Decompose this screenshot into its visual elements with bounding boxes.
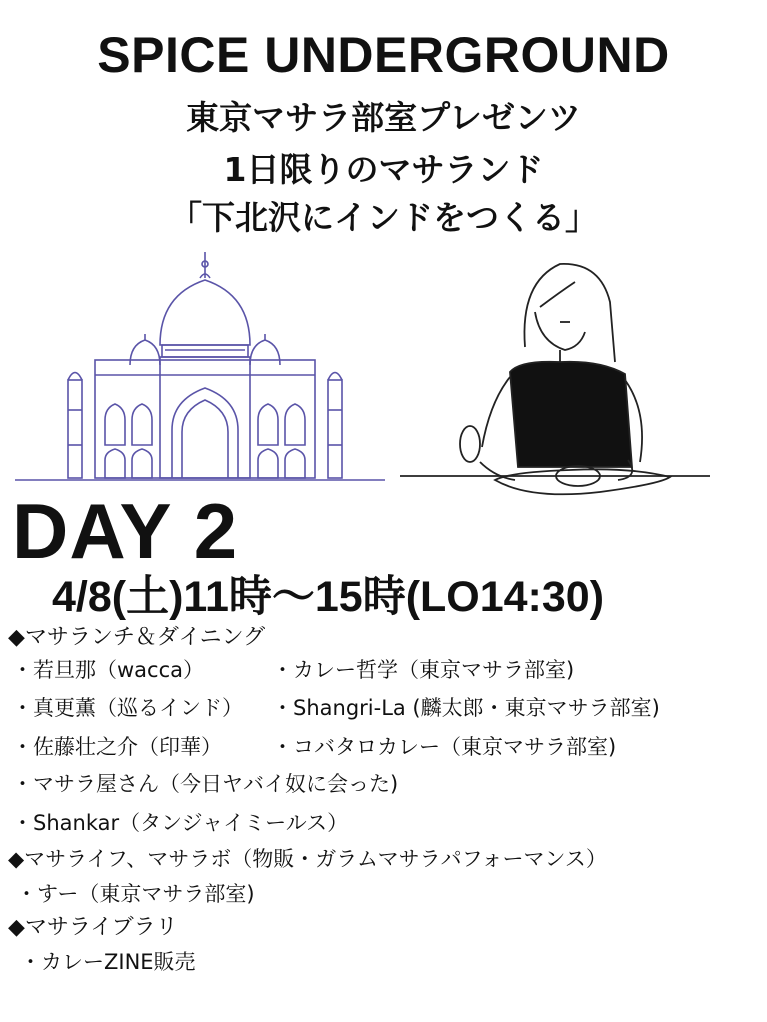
vendor-item: ・すー（東京マサラ部室): [16, 882, 255, 906]
subtitle-line-3: 「下北沢にインドをつくる」: [169, 198, 598, 237]
day-label: DAY 2: [12, 487, 239, 575]
taj-mahal-illustration: [10, 250, 390, 485]
subtitle-line-1: 東京マサラ部室プレゼンツ: [186, 98, 581, 137]
woman-eating-illustration: [400, 252, 740, 502]
vendor-item: ・カレー哲学（東京マサラ部室): [272, 658, 575, 682]
section-heading-library: ◆マサライブラリ: [8, 915, 178, 940]
event-datetime: 4/8(土)11時〜15時(LO14:30): [52, 573, 605, 621]
vendor-item: ・真更薫（巡るインド）: [12, 696, 243, 720]
section-heading-lunch-dining: ◆マサランチ＆ダイニング: [8, 625, 266, 650]
vendor-item: ・カレーZINE販売: [20, 950, 196, 974]
vendor-item: ・マサラ屋さん（今日ヤバイ奴に会った): [12, 772, 399, 796]
vendor-item: ・コバタロカレー（東京マサラ部室): [272, 735, 617, 759]
subtitle-line-2: 1日限りのマサランド: [223, 150, 544, 189]
vendor-item: ・若旦那（wacca）: [12, 658, 205, 682]
vendor-item: ・佐藤壮之介（印華）: [12, 735, 222, 759]
section-heading-masalife: ◆マサライフ、マサラボ（物販・ガラムマサラパフォーマンス）: [8, 847, 607, 871]
vendor-item: ・Shankar（タンジャイミールス）: [12, 811, 349, 835]
vendor-item: ・Shangri-La (麟太郎・東京マサラ部室): [272, 696, 660, 720]
event-title: SPICE UNDERGROUND: [97, 27, 670, 83]
